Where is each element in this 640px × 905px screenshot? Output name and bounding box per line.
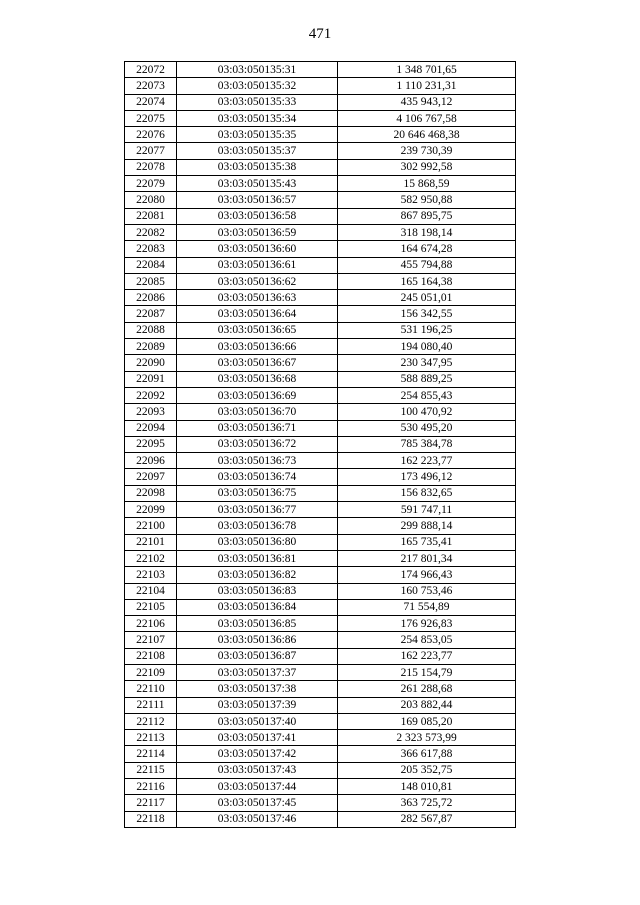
cadastral-value-cell: 164 674,28 xyxy=(338,241,516,257)
cadastral-number-cell: 03:03:050136:77 xyxy=(177,502,338,518)
row-number-cell: 22117 xyxy=(125,795,177,811)
cadastral-number-cell: 03:03:050137:39 xyxy=(177,697,338,713)
cadastral-number-cell: 03:03:050135:35 xyxy=(177,127,338,143)
row-number-cell: 22080 xyxy=(125,192,177,208)
row-number-cell: 22099 xyxy=(125,502,177,518)
cadastral-value-cell: 173 496,12 xyxy=(338,469,516,485)
cadastral-value-cell: 261 288,68 xyxy=(338,681,516,697)
cadastral-value-cell: 20 646 468,38 xyxy=(338,127,516,143)
cadastral-value-cell: 245 051,01 xyxy=(338,290,516,306)
cadastral-number-cell: 03:03:050136:70 xyxy=(177,404,338,420)
table-row xyxy=(125,795,516,811)
table-row xyxy=(125,241,516,257)
row-number-cell: 22091 xyxy=(125,371,177,387)
cadastral-number-cell: 03:03:050137:38 xyxy=(177,681,338,697)
table-row xyxy=(125,143,516,159)
cadastral-value-cell: 156 832,65 xyxy=(338,485,516,501)
row-number-cell: 22102 xyxy=(125,550,177,566)
table-row xyxy=(125,192,516,208)
cadastral-number-cell: 03:03:050136:61 xyxy=(177,257,338,273)
cadastral-number-cell: 03:03:050137:41 xyxy=(177,730,338,746)
cadastral-value-cell: 230 347,95 xyxy=(338,355,516,371)
row-number-cell: 22074 xyxy=(125,94,177,110)
cadastral-value-cell: 254 855,43 xyxy=(338,387,516,403)
table-row xyxy=(125,697,516,713)
cadastral-number-cell: 03:03:050136:83 xyxy=(177,583,338,599)
cadastral-value-cell: 165 164,38 xyxy=(338,273,516,289)
table-row xyxy=(125,599,516,615)
cadastral-value-cell: 299 888,14 xyxy=(338,518,516,534)
row-number-cell: 22113 xyxy=(125,730,177,746)
cadastral-value-cell: 15 868,59 xyxy=(338,176,516,192)
cadastral-number-cell: 03:03:050137:40 xyxy=(177,713,338,729)
row-number-cell: 22112 xyxy=(125,713,177,729)
cadastral-value-cell: 254 853,05 xyxy=(338,632,516,648)
table-row xyxy=(125,567,516,583)
cadastral-number-cell: 03:03:050136:67 xyxy=(177,355,338,371)
row-number-cell: 22107 xyxy=(125,632,177,648)
row-number-cell: 22108 xyxy=(125,648,177,664)
row-number-cell: 22088 xyxy=(125,322,177,338)
row-number-cell: 22082 xyxy=(125,224,177,240)
table-row xyxy=(125,176,516,192)
cadastral-number-cell: 03:03:050136:64 xyxy=(177,306,338,322)
cadastral-value-cell: 71 554,89 xyxy=(338,599,516,615)
table-row xyxy=(125,534,516,550)
cadastral-number-cell: 03:03:050136:69 xyxy=(177,387,338,403)
row-number-cell: 22092 xyxy=(125,387,177,403)
table-row xyxy=(125,469,516,485)
table-row xyxy=(125,550,516,566)
cadastral-number-cell: 03:03:050135:34 xyxy=(177,110,338,126)
cadastral-value-cell: 455 794,88 xyxy=(338,257,516,273)
cadastral-value-cell: 282 567,87 xyxy=(338,811,516,827)
cadastral-value-cell: 591 747,11 xyxy=(338,502,516,518)
row-number-cell: 22098 xyxy=(125,485,177,501)
table-row xyxy=(125,420,516,436)
page-number: 471 xyxy=(308,26,332,42)
cadastral-value-cell: 4 106 767,58 xyxy=(338,110,516,126)
table-row xyxy=(125,762,516,778)
table-row xyxy=(125,616,516,632)
table-row xyxy=(125,746,516,762)
table-row xyxy=(125,730,516,746)
cadastral-number-cell: 03:03:050136:60 xyxy=(177,241,338,257)
row-number-cell: 22093 xyxy=(125,404,177,420)
cadastral-value-cell: 215 154,79 xyxy=(338,664,516,680)
table-row xyxy=(125,713,516,729)
row-number-cell: 22105 xyxy=(125,599,177,615)
table-row xyxy=(125,485,516,501)
cadastral-number-cell: 03:03:050136:75 xyxy=(177,485,338,501)
cadastral-value-cell: 165 735,41 xyxy=(338,534,516,550)
table-row xyxy=(125,404,516,420)
row-number-cell: 22078 xyxy=(125,159,177,175)
row-number-cell: 22086 xyxy=(125,290,177,306)
table-row xyxy=(125,371,516,387)
row-number-cell: 22116 xyxy=(125,779,177,795)
table-row xyxy=(125,224,516,240)
table-row xyxy=(125,779,516,795)
row-number-cell: 22085 xyxy=(125,273,177,289)
cadastral-value-cell: 2 323 573,99 xyxy=(338,730,516,746)
table-row xyxy=(125,78,516,94)
cadastral-number-cell: 03:03:050137:42 xyxy=(177,746,338,762)
row-number-cell: 22103 xyxy=(125,567,177,583)
row-number-cell: 22100 xyxy=(125,518,177,534)
cadastral-value-cell: 363 725,72 xyxy=(338,795,516,811)
table-row xyxy=(125,257,516,273)
cadastral-value-cell: 785 384,78 xyxy=(338,436,516,452)
cadastral-value-cell: 531 196,25 xyxy=(338,322,516,338)
row-number-cell: 22077 xyxy=(125,143,177,159)
cadastral-number-cell: 03:03:050136:86 xyxy=(177,632,338,648)
table-row xyxy=(125,290,516,306)
table-row xyxy=(125,583,516,599)
table-row xyxy=(125,811,516,827)
cadastral-value-table xyxy=(124,61,516,828)
cadastral-number-cell: 03:03:050135:31 xyxy=(177,62,338,78)
cadastral-number-cell: 03:03:050135:38 xyxy=(177,159,338,175)
cadastral-number-cell: 03:03:050136:73 xyxy=(177,453,338,469)
row-number-cell: 22073 xyxy=(125,78,177,94)
cadastral-value-cell: 148 010,81 xyxy=(338,779,516,795)
row-number-cell: 22106 xyxy=(125,616,177,632)
cadastral-value-cell: 435 943,12 xyxy=(338,94,516,110)
cadastral-value-cell: 100 470,92 xyxy=(338,404,516,420)
cadastral-value-cell: 582 950,88 xyxy=(338,192,516,208)
cadastral-value-cell: 530 495,20 xyxy=(338,420,516,436)
row-number-cell: 22095 xyxy=(125,436,177,452)
cadastral-number-cell: 03:03:050135:32 xyxy=(177,78,338,94)
cadastral-value-cell: 588 889,25 xyxy=(338,371,516,387)
table-row xyxy=(125,127,516,143)
table-row xyxy=(125,387,516,403)
cadastral-value-cell: 203 882,44 xyxy=(338,697,516,713)
cadastral-number-cell: 03:03:050136:78 xyxy=(177,518,338,534)
table-row xyxy=(125,306,516,322)
cadastral-number-cell: 03:03:050135:37 xyxy=(177,143,338,159)
cadastral-value-cell: 162 223,77 xyxy=(338,453,516,469)
cadastral-number-cell: 03:03:050136:63 xyxy=(177,290,338,306)
table-row xyxy=(125,664,516,680)
table-body xyxy=(125,62,516,828)
table-row xyxy=(125,159,516,175)
cadastral-number-cell: 03:03:050137:46 xyxy=(177,811,338,827)
cadastral-number-cell: 03:03:050136:68 xyxy=(177,371,338,387)
cadastral-value-cell: 217 801,34 xyxy=(338,550,516,566)
table-row xyxy=(125,110,516,126)
cadastral-value-cell: 162 223,77 xyxy=(338,648,516,664)
cadastral-number-cell: 03:03:050135:33 xyxy=(177,94,338,110)
cadastral-number-cell: 03:03:050136:66 xyxy=(177,339,338,355)
cadastral-value-cell: 1 348 701,65 xyxy=(338,62,516,78)
row-number-cell: 22089 xyxy=(125,339,177,355)
row-number-cell: 22087 xyxy=(125,306,177,322)
table-row xyxy=(125,94,516,110)
table-row xyxy=(125,502,516,518)
table-row xyxy=(125,273,516,289)
cadastral-number-cell: 03:03:050136:74 xyxy=(177,469,338,485)
row-number-cell: 22115 xyxy=(125,762,177,778)
cadastral-value-cell: 176 926,83 xyxy=(338,616,516,632)
cadastral-value-cell: 174 966,43 xyxy=(338,567,516,583)
table-row xyxy=(125,322,516,338)
cadastral-number-cell: 03:03:050136:84 xyxy=(177,599,338,615)
cadastral-number-cell: 03:03:050136:82 xyxy=(177,567,338,583)
row-number-cell: 22084 xyxy=(125,257,177,273)
table-row xyxy=(125,339,516,355)
cadastral-value-cell: 160 753,46 xyxy=(338,583,516,599)
row-number-cell: 22079 xyxy=(125,176,177,192)
cadastral-number-cell: 03:03:050136:65 xyxy=(177,322,338,338)
cadastral-number-cell: 03:03:050137:43 xyxy=(177,762,338,778)
cadastral-number-cell: 03:03:050135:43 xyxy=(177,176,338,192)
cadastral-number-cell: 03:03:050136:81 xyxy=(177,550,338,566)
cadastral-number-cell: 03:03:050136:87 xyxy=(177,648,338,664)
cadastral-number-cell: 03:03:050136:71 xyxy=(177,420,338,436)
row-number-cell: 22076 xyxy=(125,127,177,143)
cadastral-number-cell: 03:03:050136:80 xyxy=(177,534,338,550)
cadastral-value-cell: 318 198,14 xyxy=(338,224,516,240)
cadastral-number-cell: 03:03:050136:85 xyxy=(177,616,338,632)
cadastral-value-cell: 156 342,55 xyxy=(338,306,516,322)
cadastral-number-cell: 03:03:050137:37 xyxy=(177,664,338,680)
table-row xyxy=(125,518,516,534)
row-number-cell: 22111 xyxy=(125,697,177,713)
cadastral-value-cell: 194 080,40 xyxy=(338,339,516,355)
cadastral-number-cell: 03:03:050137:44 xyxy=(177,779,338,795)
row-number-cell: 22110 xyxy=(125,681,177,697)
row-number-cell: 22118 xyxy=(125,811,177,827)
row-number-cell: 22114 xyxy=(125,746,177,762)
cadastral-number-cell: 03:03:050136:58 xyxy=(177,208,338,224)
row-number-cell: 22096 xyxy=(125,453,177,469)
table-row xyxy=(125,648,516,664)
cadastral-value-cell: 302 992,58 xyxy=(338,159,516,175)
row-number-cell: 22097 xyxy=(125,469,177,485)
row-number-cell: 22101 xyxy=(125,534,177,550)
cadastral-number-cell: 03:03:050137:45 xyxy=(177,795,338,811)
cadastral-number-cell: 03:03:050136:57 xyxy=(177,192,338,208)
row-number-cell: 22081 xyxy=(125,208,177,224)
row-number-cell: 22104 xyxy=(125,583,177,599)
cadastral-value-cell: 867 895,75 xyxy=(338,208,516,224)
table-row xyxy=(125,453,516,469)
cadastral-value-cell: 169 085,20 xyxy=(338,713,516,729)
table-row xyxy=(125,62,516,78)
table-row xyxy=(125,681,516,697)
row-number-cell: 22083 xyxy=(125,241,177,257)
cadastral-value-cell: 1 110 231,31 xyxy=(338,78,516,94)
cadastral-value-cell: 366 617,88 xyxy=(338,746,516,762)
table-row xyxy=(125,632,516,648)
row-number-cell: 22094 xyxy=(125,420,177,436)
cadastral-number-cell: 03:03:050136:62 xyxy=(177,273,338,289)
row-number-cell: 22075 xyxy=(125,110,177,126)
cadastral-value-cell: 239 730,39 xyxy=(338,143,516,159)
cadastral-number-cell: 03:03:050136:72 xyxy=(177,436,338,452)
cadastral-number-cell: 03:03:050136:59 xyxy=(177,224,338,240)
row-number-cell: 22109 xyxy=(125,664,177,680)
table-row xyxy=(125,436,516,452)
row-number-cell: 22072 xyxy=(125,62,177,78)
table-row xyxy=(125,355,516,371)
table-row xyxy=(125,208,516,224)
cadastral-value-cell: 205 352,75 xyxy=(338,762,516,778)
row-number-cell: 22090 xyxy=(125,355,177,371)
